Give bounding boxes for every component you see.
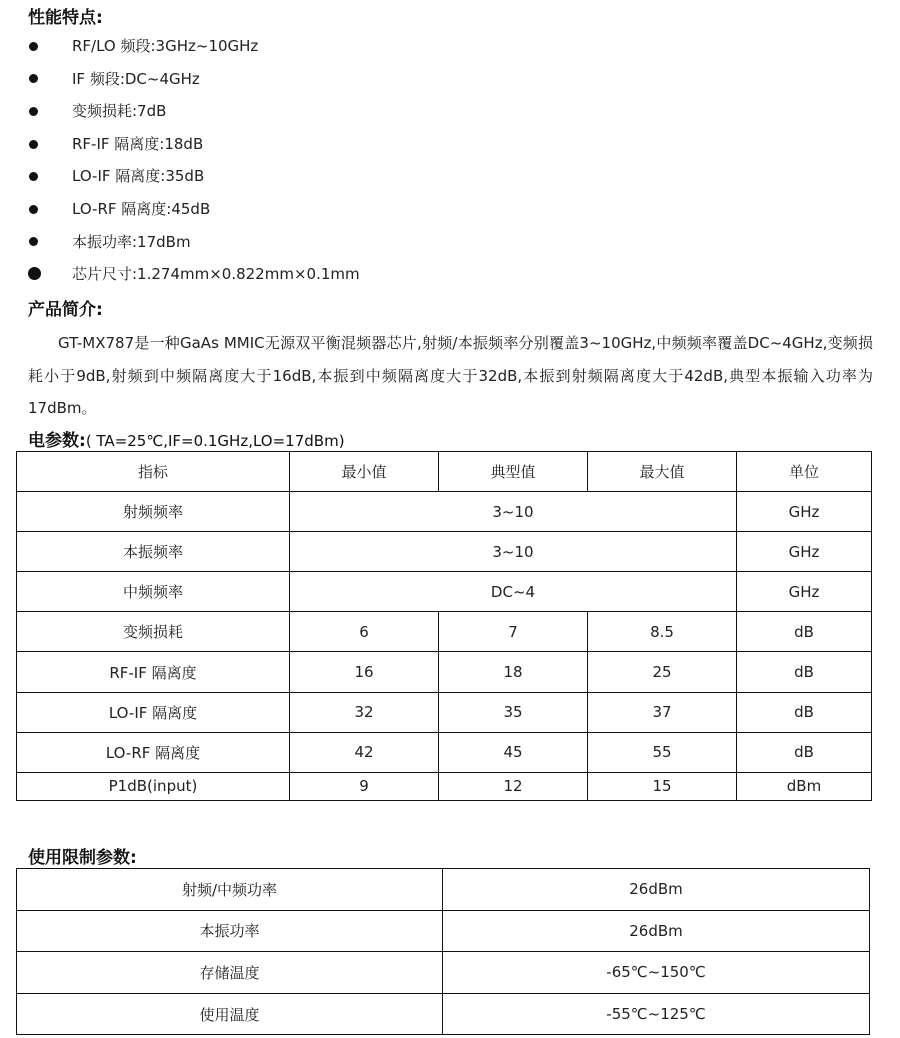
bullet-icon: [29, 140, 38, 149]
param-min: 9: [290, 772, 439, 800]
param-name: LO-IF 隔离度: [17, 692, 290, 732]
list-item: [0, 258, 360, 291]
limit-value: 26dBm: [443, 869, 870, 911]
param-name: P1dB(input): [17, 772, 290, 800]
list-item: [0, 95, 360, 128]
table-row: [17, 572, 872, 612]
limit-param: 本振功率: [17, 910, 443, 952]
param-range: 3~10: [290, 492, 737, 532]
electrical-condition: ( TA=25℃,IF=0.1GHz,LO=17dBm): [85, 432, 345, 450]
bullet-icon: [28, 267, 41, 280]
limit-param: 使用温度: [17, 993, 443, 1035]
intro-paragraph: GT-MX787是一种GaAs MMIC无源双平衡混频器芯片,射频/本振频率分别覆盖3~10GHz,中频频率覆盖DC~4GHz,变频损耗小于9dB,射频到中频隔离度大于16dB,本振到中频隔离度大于32dB,本振到射频隔离度大于42dB,典型本振输入功率为17dBm。: [28, 334, 873, 417]
limits-table: [16, 868, 870, 1035]
features-title: 性能特点:: [28, 8, 103, 28]
limits-title: 使用限制参数:: [28, 848, 137, 868]
electrical-title-text: 电参数:: [28, 431, 86, 451]
param-unit: GHz: [737, 572, 872, 612]
feature-text: 本振功率:17dBm: [72, 232, 191, 251]
list-item: [0, 128, 360, 161]
table-row: [17, 993, 870, 1035]
param-unit: dB: [737, 692, 872, 732]
param-name: 中频频率: [17, 572, 290, 612]
feature-text: 芯片尺寸:1.274mm×0.822mm×0.1mm: [72, 265, 360, 284]
bullet-icon: [29, 107, 38, 116]
param-unit: dBm: [737, 772, 872, 800]
param-typ: 35: [439, 692, 588, 732]
list-item: [0, 30, 360, 63]
param-unit: dB: [737, 732, 872, 772]
table-row: [17, 952, 870, 994]
table-row: [17, 732, 872, 772]
feature-text: 变频损耗:7dB: [72, 102, 167, 121]
header-cell: 单位: [737, 452, 872, 492]
bullet-icon: [29, 205, 38, 214]
feature-text: LO-IF 隔离度:35dB: [72, 167, 205, 186]
header-cell: 最小值: [290, 452, 439, 492]
param-max: 55: [588, 732, 737, 772]
limit-param: 存储温度: [17, 952, 443, 994]
header-cell: 最大值: [588, 452, 737, 492]
list-item: [0, 160, 360, 193]
param-max: 25: [588, 652, 737, 692]
limit-value: 26dBm: [443, 910, 870, 952]
limit-param: 射频/中频功率: [17, 869, 443, 911]
param-unit: dB: [737, 652, 872, 692]
table-row: [17, 652, 872, 692]
header-cell: 指标: [17, 452, 290, 492]
limit-value: -55℃~125℃: [443, 993, 870, 1035]
limit-value: -65℃~150℃: [443, 952, 870, 994]
param-max: 15: [588, 772, 737, 800]
param-unit: GHz: [737, 492, 872, 532]
table-row: [17, 869, 870, 911]
bullet-icon: [29, 74, 38, 83]
feature-text: RF/LO 频段:3GHz~10GHz: [72, 37, 259, 55]
param-typ: 12: [439, 772, 588, 800]
param-typ: 18: [439, 652, 588, 692]
param-name: RF-IF 隔离度: [17, 652, 290, 692]
feature-text: RF-IF 隔离度:18dB: [72, 134, 204, 153]
param-unit: dB: [737, 612, 872, 652]
param-unit: GHz: [737, 532, 872, 572]
table-row: [17, 910, 870, 952]
param-max: 37: [588, 692, 737, 732]
table-header-row: [17, 452, 872, 492]
param-name: 变频损耗: [17, 612, 290, 652]
table-row: [17, 492, 872, 532]
param-range: 3~10: [290, 532, 737, 572]
param-name: 本振频率: [17, 532, 290, 572]
electrical-table: [16, 451, 872, 801]
intro-title: 产品简介:: [28, 300, 103, 320]
param-min: 42: [290, 732, 439, 772]
table-row: [17, 532, 872, 572]
electrical-title: [28, 426, 345, 451]
param-min: 32: [290, 692, 439, 732]
feature-text: IF 频段:DC~4GHz: [72, 69, 200, 88]
param-min: 16: [290, 652, 439, 692]
bullet-icon: [29, 237, 38, 246]
feature-text: LO-RF 隔离度:45dB: [72, 199, 211, 218]
param-typ: 45: [439, 732, 588, 772]
features-list: [0, 30, 360, 291]
header-cell: 典型值: [439, 452, 588, 492]
param-name: LO-RF 隔离度: [17, 732, 290, 772]
table-row: [17, 612, 872, 652]
param-name: 射频频率: [17, 492, 290, 532]
param-max: 8.5: [588, 612, 737, 652]
list-item: [0, 226, 360, 259]
param-min: 6: [290, 612, 439, 652]
bullet-icon: [29, 172, 38, 181]
param-range: DC~4: [290, 572, 737, 612]
bullet-icon: [29, 42, 38, 51]
list-item: [0, 63, 360, 96]
table-row: [17, 772, 872, 800]
table-row: [17, 692, 872, 732]
param-typ: 7: [439, 612, 588, 652]
list-item: [0, 193, 360, 226]
